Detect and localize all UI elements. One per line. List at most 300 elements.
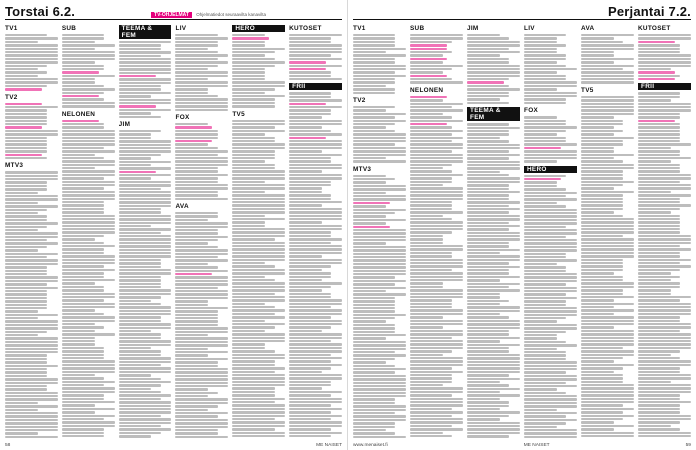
listing-line	[353, 229, 406, 231]
listing-line	[5, 150, 47, 152]
listing-line	[289, 296, 331, 298]
listing-line	[5, 297, 47, 299]
listing-line	[175, 398, 228, 400]
listing-line	[638, 276, 680, 278]
schedule-column	[638, 22, 691, 438]
listing-line	[119, 418, 172, 420]
listing-line	[467, 147, 520, 149]
listing-line	[119, 154, 161, 156]
listing-line	[62, 184, 115, 186]
left-footer	[5, 439, 342, 448]
listing-line	[119, 252, 172, 254]
listing-line	[119, 283, 161, 285]
listing-line	[581, 133, 614, 135]
listing-line	[467, 262, 509, 264]
listing-line	[467, 81, 504, 83]
listing-line	[638, 113, 680, 115]
listing-line	[289, 181, 331, 183]
listing-line	[581, 116, 614, 118]
listing-line	[119, 367, 172, 369]
listing-line	[289, 113, 331, 115]
schedule-column	[289, 22, 342, 438]
right-footer	[353, 439, 691, 448]
channel-heading: TEEMA & FEM	[119, 25, 172, 39]
listing-line	[467, 137, 500, 139]
listing-line	[638, 262, 680, 264]
listing-line	[524, 300, 566, 302]
listing-line	[232, 231, 285, 233]
listing-line	[119, 408, 172, 410]
listing-line	[175, 98, 228, 100]
listing-line	[119, 78, 172, 80]
listing-line	[5, 212, 38, 214]
listing-line	[289, 320, 342, 322]
listing-line	[524, 409, 557, 411]
listing-line	[410, 242, 443, 244]
listing-line	[175, 157, 228, 159]
listing-line	[524, 37, 557, 39]
listing-line	[119, 316, 161, 318]
listing-line	[524, 178, 561, 180]
right-page-header	[353, 4, 691, 20]
listing-line	[289, 238, 342, 240]
listing-line	[232, 293, 274, 295]
listing-line	[175, 170, 217, 172]
listing-line	[5, 436, 58, 438]
channel-heading: KUTOSET	[289, 25, 322, 32]
listing-line	[175, 331, 228, 333]
listing-line	[62, 157, 104, 159]
listing-line	[467, 92, 509, 94]
listing-line	[175, 154, 217, 156]
listing-line	[467, 388, 520, 390]
listing-line	[289, 384, 331, 386]
listing-line	[410, 99, 443, 101]
listing-line	[467, 71, 520, 73]
listing-line	[62, 34, 104, 36]
listing-line	[353, 422, 395, 424]
listing-line	[119, 144, 172, 146]
listing-line	[410, 231, 452, 233]
listing-line	[289, 398, 342, 400]
listing-line	[175, 105, 228, 107]
listing-line	[410, 58, 447, 60]
listing-line	[638, 286, 680, 288]
listing-line	[119, 340, 172, 342]
listing-line	[581, 75, 634, 77]
listing-line	[581, 404, 623, 406]
listing-line	[5, 392, 58, 394]
listing-line	[232, 78, 265, 80]
listing-line	[289, 326, 331, 328]
listing-line	[119, 228, 172, 230]
listing-line	[410, 252, 452, 254]
listing-line	[467, 432, 520, 434]
listing-line	[62, 225, 115, 227]
listing-line	[524, 58, 566, 60]
listing-line	[5, 324, 58, 326]
listing-line	[232, 88, 274, 90]
listing-line	[353, 283, 395, 285]
listing-line	[119, 133, 152, 135]
listing-line	[5, 103, 42, 105]
listing-line	[119, 344, 172, 346]
listing-line	[232, 309, 285, 311]
listing-line	[62, 174, 115, 176]
listing-line	[524, 202, 557, 204]
listing-line	[289, 367, 331, 369]
listing-line	[175, 436, 228, 438]
listing-line	[289, 418, 331, 420]
listing-line	[232, 360, 274, 362]
listing-line	[289, 350, 342, 352]
listing-line	[467, 133, 509, 135]
listing-line	[175, 253, 228, 255]
listing-line	[638, 387, 691, 389]
listing-line	[410, 279, 463, 281]
channel-heading: AVA	[175, 202, 189, 210]
listing-line	[119, 371, 172, 373]
listing-line	[524, 412, 577, 414]
listing-line	[232, 65, 274, 67]
listing-line	[410, 398, 463, 400]
listing-line	[353, 276, 395, 278]
listing-line	[62, 61, 95, 63]
listing-line	[581, 276, 623, 278]
listing-line	[175, 222, 228, 224]
listing-line	[467, 330, 509, 332]
listing-line	[119, 102, 172, 104]
listing-line	[353, 348, 406, 350]
listing-line	[410, 394, 452, 396]
listing-line	[581, 286, 634, 288]
listing-line	[581, 343, 634, 345]
listing-line	[5, 175, 58, 177]
listing-line	[289, 215, 342, 217]
listing-line	[62, 181, 115, 183]
listing-line	[638, 58, 691, 60]
listing-line	[353, 185, 406, 187]
listing-line	[410, 106, 452, 108]
listing-line	[175, 44, 217, 46]
listing-line	[524, 61, 557, 63]
listing-line	[410, 133, 452, 135]
listing-line	[232, 245, 285, 247]
listing-line	[232, 85, 285, 87]
listing-line	[119, 58, 172, 60]
listing-line	[467, 357, 520, 359]
listing-line	[353, 54, 406, 56]
listing-line	[581, 160, 623, 162]
listing-line	[524, 392, 566, 394]
listing-line	[289, 306, 331, 308]
listing-line	[232, 428, 274, 430]
listing-line	[175, 320, 217, 322]
listing-line	[638, 194, 691, 196]
listing-line	[638, 289, 671, 291]
listing-line	[581, 51, 614, 53]
listing-line	[289, 309, 342, 311]
listing-line	[119, 92, 172, 94]
listing-line	[175, 92, 208, 94]
listing-line	[581, 432, 634, 434]
listing-line	[119, 218, 172, 220]
listing-line	[175, 358, 228, 360]
listing-line	[353, 378, 406, 380]
listing-line	[119, 361, 172, 363]
listing-line	[467, 41, 520, 43]
listing-line	[524, 422, 566, 424]
listing-line	[581, 34, 634, 36]
listing-line	[467, 238, 520, 240]
listing-line	[5, 181, 47, 183]
listing-line	[232, 330, 265, 332]
listing-line	[467, 95, 509, 97]
listing-line	[581, 282, 634, 284]
listing-line	[5, 290, 47, 292]
listing-line	[5, 58, 58, 60]
listing-line	[175, 147, 217, 149]
listing-line	[410, 109, 463, 111]
listing-line	[62, 147, 104, 149]
listing-line	[5, 348, 58, 350]
listing-line	[581, 272, 614, 274]
listing-line	[119, 306, 172, 308]
listing-line	[524, 44, 566, 46]
listing-line	[62, 126, 104, 128]
listing-line	[232, 201, 285, 203]
listing-line	[353, 126, 386, 128]
listing-line	[467, 401, 509, 403]
channel-heading: LIV	[524, 25, 535, 32]
listing-line	[410, 313, 463, 315]
listing-line	[353, 106, 395, 108]
listing-line	[638, 357, 680, 359]
listing-line	[524, 126, 577, 128]
listing-line	[467, 161, 520, 163]
listing-line	[175, 54, 228, 56]
listing-line	[119, 85, 161, 87]
listing-line	[353, 242, 386, 244]
listing-line	[119, 68, 172, 70]
listing-line	[62, 411, 95, 413]
listing-line	[62, 357, 104, 359]
listing-line	[232, 130, 285, 132]
listing-line	[289, 123, 342, 125]
listing-line	[62, 293, 115, 295]
listing-line	[232, 170, 285, 172]
listing-line	[289, 333, 342, 335]
listing-line	[232, 347, 265, 349]
listing-line	[289, 204, 322, 206]
listing-line	[289, 208, 342, 210]
listing-line	[581, 384, 634, 386]
listing-line	[638, 296, 691, 298]
listing-line	[175, 388, 208, 390]
listing-line	[524, 429, 577, 431]
listing-line	[119, 401, 172, 403]
listing-line	[289, 170, 322, 172]
listing-line	[638, 71, 675, 73]
listing-line	[289, 61, 326, 63]
listing-line	[410, 316, 443, 318]
listing-line	[119, 405, 172, 407]
listing-line	[410, 123, 447, 125]
listing-line	[62, 306, 115, 308]
listing-line	[410, 401, 463, 403]
listing-line	[289, 51, 342, 53]
listing-line	[5, 426, 58, 428]
listing-line	[119, 181, 172, 183]
listing-line	[638, 187, 691, 189]
listing-line	[638, 143, 691, 145]
listing-line	[524, 229, 577, 231]
listing-line	[175, 290, 228, 292]
listing-line	[5, 116, 47, 118]
listing-line	[410, 96, 447, 98]
listing-line	[5, 307, 47, 309]
listing-line	[353, 202, 390, 204]
listing-line	[581, 170, 623, 172]
listing-line	[62, 428, 104, 430]
listing-line	[5, 88, 42, 90]
listing-line	[62, 58, 115, 60]
listing-line	[62, 252, 104, 254]
listing-line	[581, 340, 634, 342]
listing-line	[5, 85, 47, 87]
listing-line	[467, 34, 500, 36]
listing-line	[410, 116, 452, 118]
listing-line	[289, 248, 342, 250]
listing-line	[289, 211, 342, 213]
listing-line	[119, 184, 172, 186]
listing-line	[524, 283, 566, 285]
listing-line	[638, 337, 691, 339]
listing-line	[62, 360, 115, 362]
listing-line	[638, 248, 691, 250]
listing-line	[524, 175, 566, 177]
listing-line	[581, 374, 623, 376]
listing-line	[410, 333, 463, 335]
listing-line	[5, 300, 47, 302]
listing-line	[62, 354, 104, 356]
listing-line	[289, 411, 331, 413]
listing-line	[175, 276, 228, 278]
listing-line	[62, 282, 95, 284]
listing-line	[232, 401, 274, 403]
listing-line	[232, 262, 265, 264]
listing-line	[581, 262, 623, 264]
listing-line	[119, 177, 152, 179]
listing-line	[289, 167, 342, 169]
listing-line	[289, 126, 322, 128]
listing-line	[62, 425, 115, 427]
schedule-column	[5, 22, 58, 438]
channel-heading: HERO	[232, 25, 285, 32]
listing-line	[581, 167, 634, 169]
listing-line	[638, 211, 671, 213]
listing-line	[62, 65, 104, 67]
listing-line	[524, 395, 577, 397]
listing-line	[581, 333, 634, 335]
listing-line	[119, 296, 161, 298]
listing-line	[524, 249, 577, 251]
listing-line	[467, 188, 509, 190]
listing-line	[232, 381, 285, 383]
schedule-columns	[5, 22, 342, 438]
listing-line	[5, 219, 47, 221]
listing-line	[467, 232, 520, 234]
listing-line	[467, 150, 509, 152]
listing-line	[638, 316, 680, 318]
listing-line	[581, 248, 634, 250]
listing-line	[62, 231, 115, 233]
listing-line	[410, 160, 463, 162]
listing-line	[581, 337, 634, 339]
listing-line	[5, 239, 47, 241]
listing-line	[581, 367, 623, 369]
listing-line	[581, 411, 623, 413]
listing-line	[353, 157, 386, 159]
listing-line	[353, 331, 395, 333]
listing-line	[289, 225, 342, 227]
listing-line	[289, 65, 342, 67]
listing-line	[289, 357, 342, 359]
listing-line	[232, 269, 285, 271]
listing-line	[353, 154, 406, 156]
listing-line	[467, 61, 509, 63]
listing-line	[5, 429, 58, 431]
listing-line	[62, 95, 99, 97]
listing-line	[467, 48, 509, 50]
listing-line	[175, 287, 217, 289]
listing-line	[175, 382, 228, 384]
listing-line	[524, 102, 566, 104]
listing-line	[119, 191, 172, 193]
left-page-header	[5, 4, 342, 20]
listing-line	[524, 398, 577, 400]
listing-line	[467, 245, 509, 247]
listing-line	[410, 170, 452, 172]
listing-line	[119, 384, 161, 386]
listing-line	[5, 422, 58, 424]
listing-line	[410, 245, 463, 247]
listing-line	[62, 120, 99, 122]
listing-line	[5, 263, 58, 265]
listing-line	[232, 279, 274, 281]
listing-line	[581, 181, 634, 183]
listing-line	[467, 154, 520, 156]
listing-line	[353, 58, 395, 60]
listing-line	[638, 123, 680, 125]
listing-line	[353, 371, 395, 373]
listing-line	[638, 130, 680, 132]
listing-line	[5, 37, 58, 39]
listing-line	[524, 324, 577, 326]
listing-line	[581, 54, 614, 56]
listing-line	[410, 34, 463, 36]
listing-line	[175, 137, 217, 139]
channel-heading: SUB	[61, 25, 77, 32]
listing-line	[232, 41, 265, 43]
listing-line	[119, 147, 172, 149]
listing-line	[410, 432, 443, 434]
listing-line	[524, 116, 557, 118]
listing-line	[638, 78, 675, 80]
listing-line	[581, 103, 634, 105]
listing-line	[175, 422, 228, 424]
listing-line	[175, 426, 228, 428]
